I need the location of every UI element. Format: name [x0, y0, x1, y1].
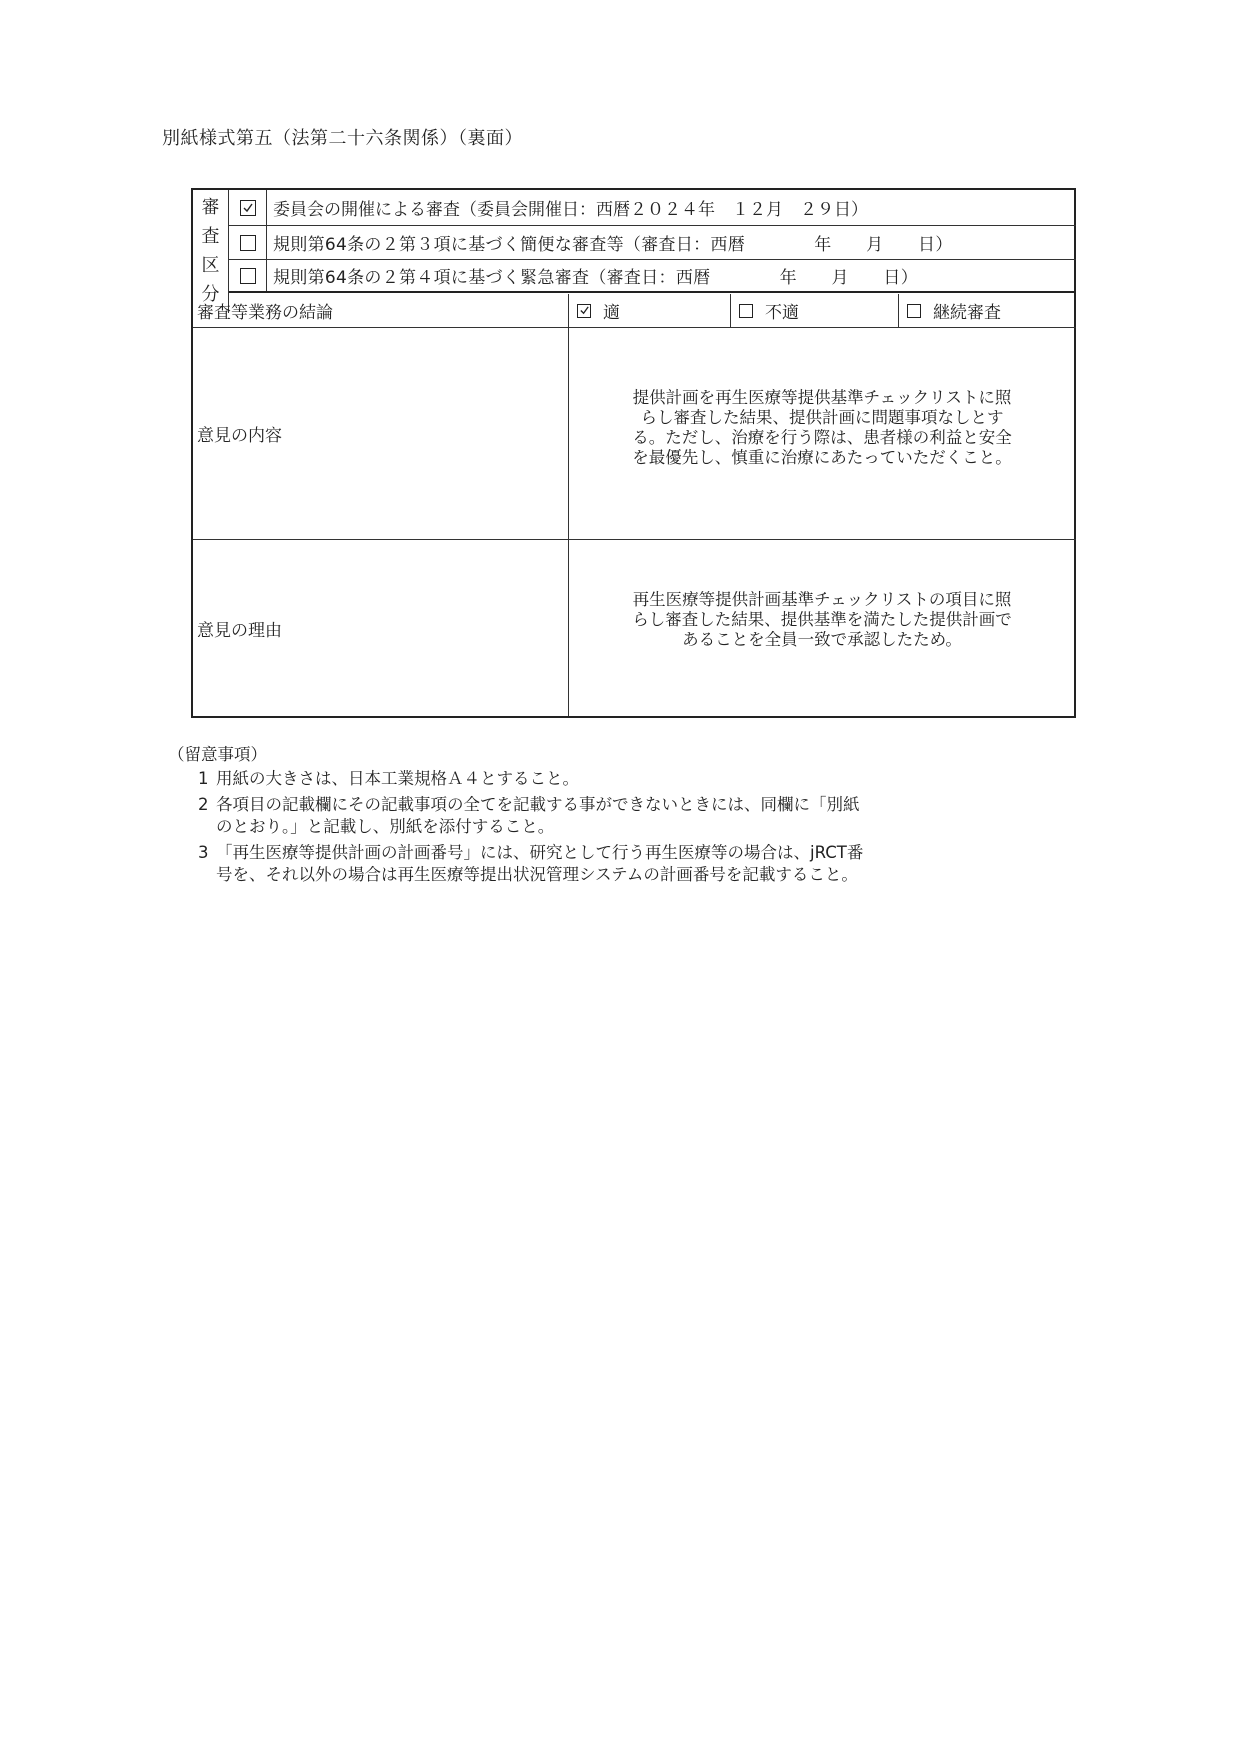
notes-heading: （留意事項） — [168, 745, 267, 764]
urgent-review-checkbox[interactable] — [240, 268, 256, 284]
category-row-committee — [229, 190, 1076, 226]
simple-review-checkbox[interactable] — [240, 235, 256, 251]
rejected-checkbox[interactable] — [739, 304, 753, 318]
conclusion-option-approved — [569, 294, 731, 327]
opinion-content-row — [193, 328, 1076, 540]
note-text: 各項目の記載欄にその記載事項の全てを記載する事ができないときには、同欄に「別紙 — [216, 795, 860, 814]
note-text-continued: 号を、それ以外の場合は再生医療等提出状況管理システムの計画番号を記載すること。 — [216, 865, 858, 884]
category-row-urgent — [229, 260, 1076, 293]
notes-section — [168, 744, 1068, 890]
check-icon — [242, 202, 254, 214]
approved-checkbox[interactable] — [577, 304, 591, 318]
committee-review-text: 委員会の開催による審査（委員会開催日：西暦２０２４年 １２月 ２９日） — [273, 200, 868, 220]
form-title: 別紙様式第五（法第二十六条関係）（裏面） — [162, 128, 523, 149]
continued-checkbox[interactable] — [907, 304, 921, 318]
note-item — [168, 842, 1068, 886]
rejected-label: 不適 — [765, 303, 799, 323]
category-label-char: 査 — [201, 226, 220, 248]
opinion-content-text: 提供計画を再生医療等提供基準チェックリストに照 らし審査した結果、提供計画に問題事項なしとす る。ただし、治療を行う際は、患者様の利益と安全 を最優先し、慎重に治療にあたっていただくこと。 — [632, 388, 1012, 467]
conclusion-option-continued — [899, 294, 1076, 327]
note-text-continued: のとおり。」と記載し、別紙を添付すること。 — [216, 817, 555, 836]
note-text: 用紙の大きさは、日本工業規格Ａ４とすること。 — [216, 769, 579, 788]
review-table — [191, 188, 1076, 718]
conclusion-label: 審査等業務の結論 — [193, 294, 569, 327]
note-number: 3 — [198, 843, 209, 862]
approved-label: 適 — [603, 303, 620, 323]
category-label-char: 分 — [201, 283, 220, 305]
urgent-review-text: 規則第64条の２第４項に基づく緊急審査（審査日：西暦 年 月 日） — [273, 268, 919, 288]
category-label-char: 審 — [201, 197, 220, 219]
conclusion-option-rejected — [731, 294, 899, 327]
note-item — [168, 794, 1068, 838]
committee-review-checkbox[interactable] — [240, 200, 256, 216]
note-text: 「再生医療等提供計画の計画番号」には、研究として行う再生医療等の場合は、jRCT番 — [216, 843, 864, 862]
opinion-content-label: 意見の内容 — [193, 328, 569, 539]
note-item — [168, 768, 1068, 790]
note-number: 1 — [198, 769, 209, 788]
category-label-char: 区 — [201, 254, 220, 276]
check-icon — [579, 305, 590, 316]
opinion-reason-row — [193, 540, 1076, 716]
note-number: 2 — [198, 795, 209, 814]
category-row-simple — [229, 226, 1076, 260]
opinion-reason-text: 再生医療等提供計画基準チェックリストの項目に照 らし審査した結果、提供基準を満たした提供計画で あることを全員一致で承認したため。 — [632, 590, 1012, 649]
conclusion-row — [193, 294, 1076, 328]
opinion-reason-label: 意見の理由 — [193, 540, 569, 716]
continued-label: 継続審査 — [933, 303, 1001, 323]
simple-review-text: 規則第64条の２第３項に基づく簡便な審査等（審査日：西暦 年 月 日） — [273, 235, 953, 255]
